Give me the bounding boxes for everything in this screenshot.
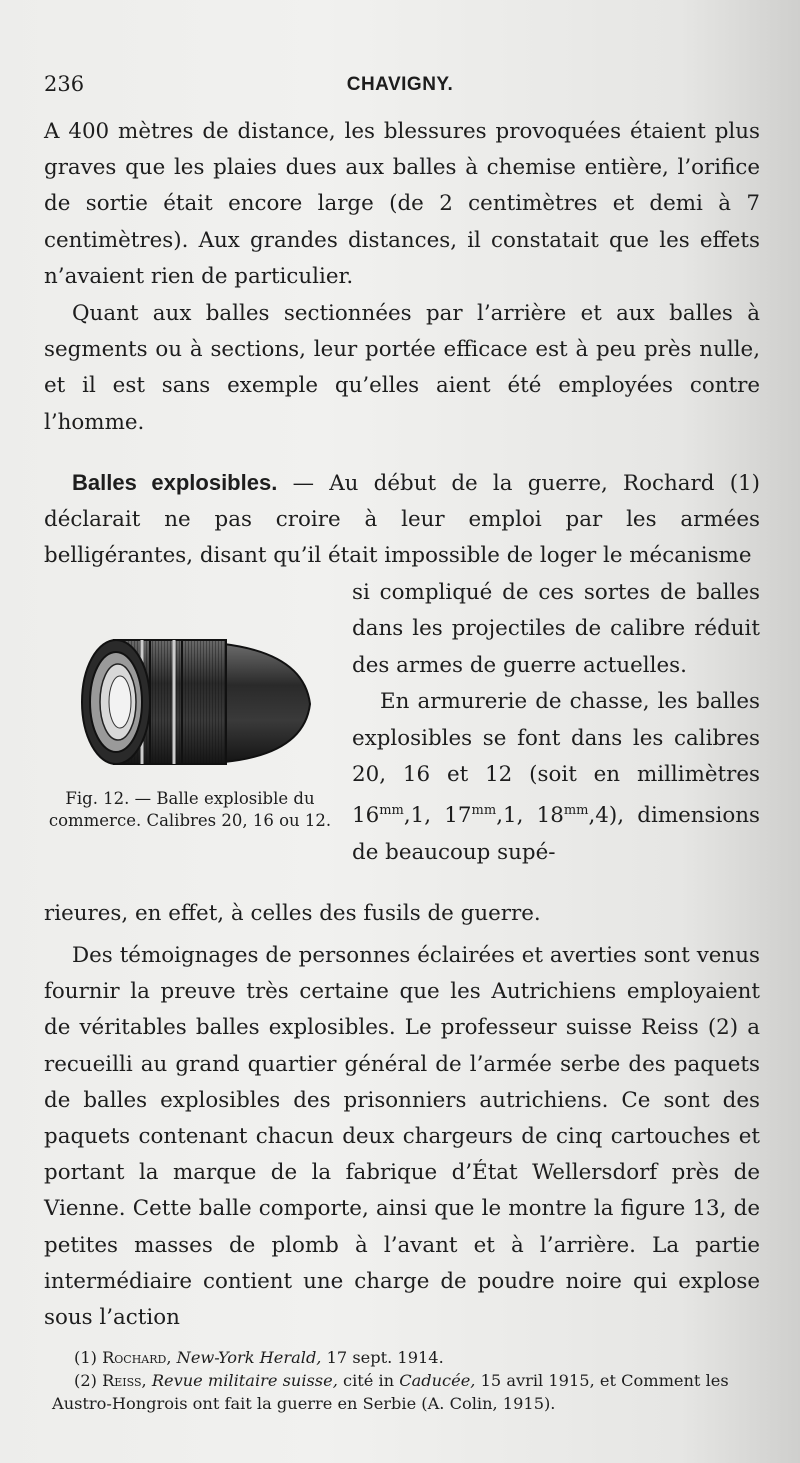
paragraph-mechanism: si compliqué de ces sortes de balles dans les projectiles de calibre réduit des armes de guerre actuelles. [352,580,760,678]
paragraph-austrian-testimony: Des témoignages de personnes éclairées et averties sont venus fournir la preuve très certaine que les Autrichiens employaient de véritables balles explosibles. Le professeur suisse Reiss (2) a recueilli au grand quartier général de l’armée serbe des paquets de balles explosibles des prisonniers autrichiens. Ce sont des paquets contenant chacun deux chargeurs de cinq cartouches et portant la marque de la fabrique d’État Wellersdorf près de Vienne. Cette balle comporte, ainsi que le montre la figure 13, de petites masses de plomb à l’avant et à l’arrière. La partie intermédiaire contient une charge de poudre noire qui explose sous l’action [44,943,760,1331]
footnotes [52,1346,768,1415]
figure-caption: Fig. 12. — Balle explosible du commerce. Calibres 20, 16 ou 12. [48,789,332,830]
page-header [44,72,756,102]
figure-12 [44,582,336,872]
text-beside-figure [352,575,760,871]
paragraph-hunting-calibres: En armurerie de chasse, les balles explosibles se font dans les calibres 20, 16 et 12 (soit en millimètres $16^{mm},1$, $17^{mm},1$, $18^{mm},4$), dimensions de beaucoup supé- [352,689,760,865]
paragraph-war-rifles: rieures, en effet, à celles des fusils de guerre. [44,901,541,926]
footnote-2: (2) Reiss, Revue militaire suisse, cité in Caducée, 15 avril 1915, et Comment les Austro-Hongrois ont fait la guerre en Serbie (A. Colin, 1915). [52,1371,729,1413]
running-title: CHAVIGNY. [346,74,454,95]
paragraph-explosive-bullets [44,465,760,575]
explosive-bullet-engraving-icon [74,604,314,784]
section-heading: Balles explosibles. [72,470,278,495]
paragraph-explosive-intro: — Au début de la guerre, Rochard (1) déclarait ne pas croire à leur emploi par les armées belligérantes, disant qu’il était impossible de loger le mécanisme [44,471,761,569]
paragraph-sectioned-bullets: Quant aux balles sectionnées par l’arrière et aux balles à segments ou à sections, leur portée efficace est à peu près nulle, et il est sans exemple qu’elles aient été employées contre l’homme. [44,301,760,435]
paragraph-wound-distances: A 400 mètres de distance, les blessures provoquées étaient plus graves que les plaies dues aux balles à chemise entière, l’orifice de sortie était encore large (de 2 centimètres et demi à 7 centimètres). Aux grandes distances, il constatait que les effets n’avaient rien de particulier. [44,119,760,289]
page-number: 236 [44,72,85,96]
footnote-1: (1) Rochard, New-York Herald, 17 sept. 1914. [74,1348,444,1367]
